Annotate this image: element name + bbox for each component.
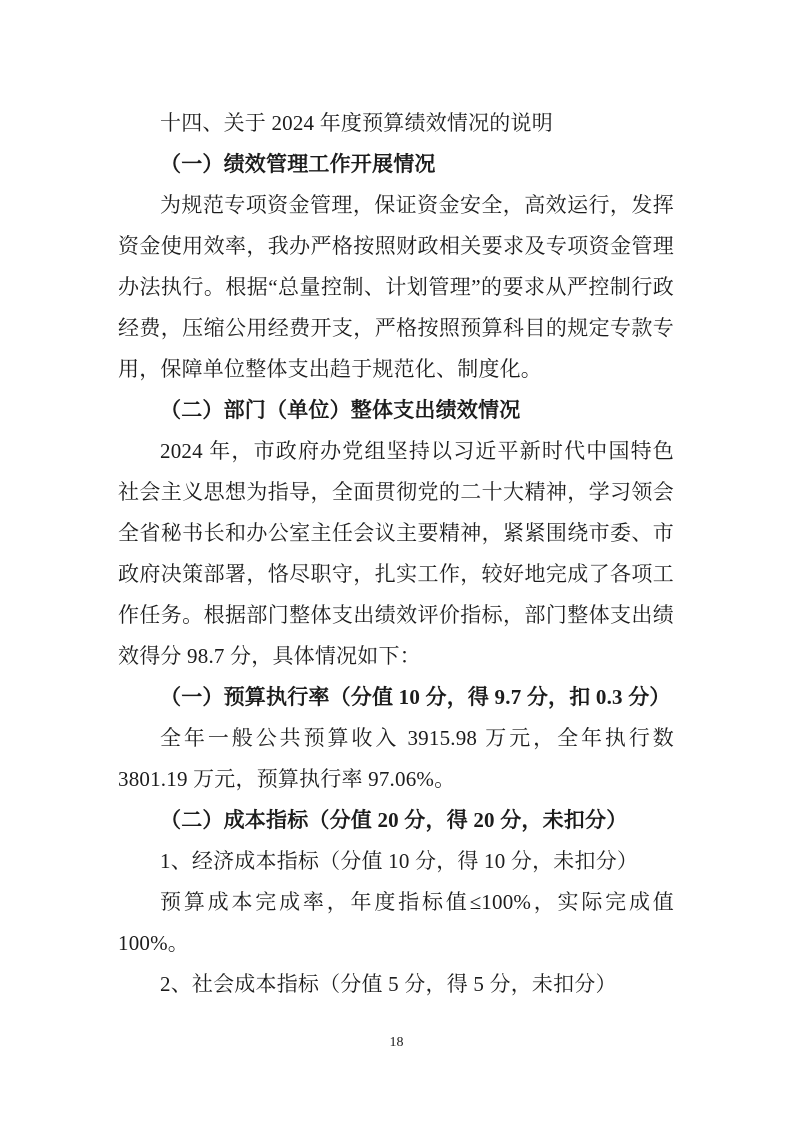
heading-overall-expenditure: （二）部门（单位）整体支出绩效情况 xyxy=(160,398,521,422)
heading-budget-execution: （一）预算执行率（分值 10 分，得 9.7 分，扣 0.3 分） xyxy=(160,685,671,709)
heading-performance-management: （一）绩效管理工作开展情况 xyxy=(160,152,436,176)
heading-cost-indicator: （二）成本指标（分值 20 分，得 20 分，未扣分） xyxy=(160,808,628,832)
para-budget-execution-detail: 全年一般公共预算收入 3915.98 万元，全年执行数 3801.19 万元，预算执行率 97.06%。 xyxy=(118,726,674,791)
para-fund-management: 为规范专项资金管理，保证资金安全，高效运行，发挥资金使用效率，我办严格按照财政相关要求及专项资金管理办法执行。根据“总量控制、计划管理”的要求从严控制行政经费，压缩公用经费开支，严格按照预算科目的规定专款专用，保障单位整体支出趋于规范化、制度化。 xyxy=(118,193,674,381)
para-budget-cost-completion: 预算成本完成率，年度指标值≤100%，实际完成值 100%。 xyxy=(118,890,674,955)
document-body xyxy=(118,103,674,1005)
page-footer xyxy=(0,1034,793,1052)
page-number: 18 xyxy=(389,1035,404,1050)
para-overall-2024: 2024 年，市政府办党组坚持以习近平新时代中国特色社会主义思想为指导，全面贯彻党的二十大精神，学习领会全省秘书长和办公室主任会议主要精神，紧紧围绕市委、市政府决策部署，恪尽职守，扎实工作，较好地完成了各项工作任务。根据部门整体支出绩效评价指标，部门整体支出绩效得分 98.7 分，具体情况如下： xyxy=(118,439,674,668)
list-item-social-cost: 2、社会成本指标（分值 5 分，得 5 分，未扣分） xyxy=(160,972,617,996)
section-title: 十四、关于 2024 年度预算绩效情况的说明 xyxy=(160,111,553,135)
list-item-economic-cost: 1、经济成本指标（分值 10 分，得 10 分，未扣分） xyxy=(160,849,639,873)
